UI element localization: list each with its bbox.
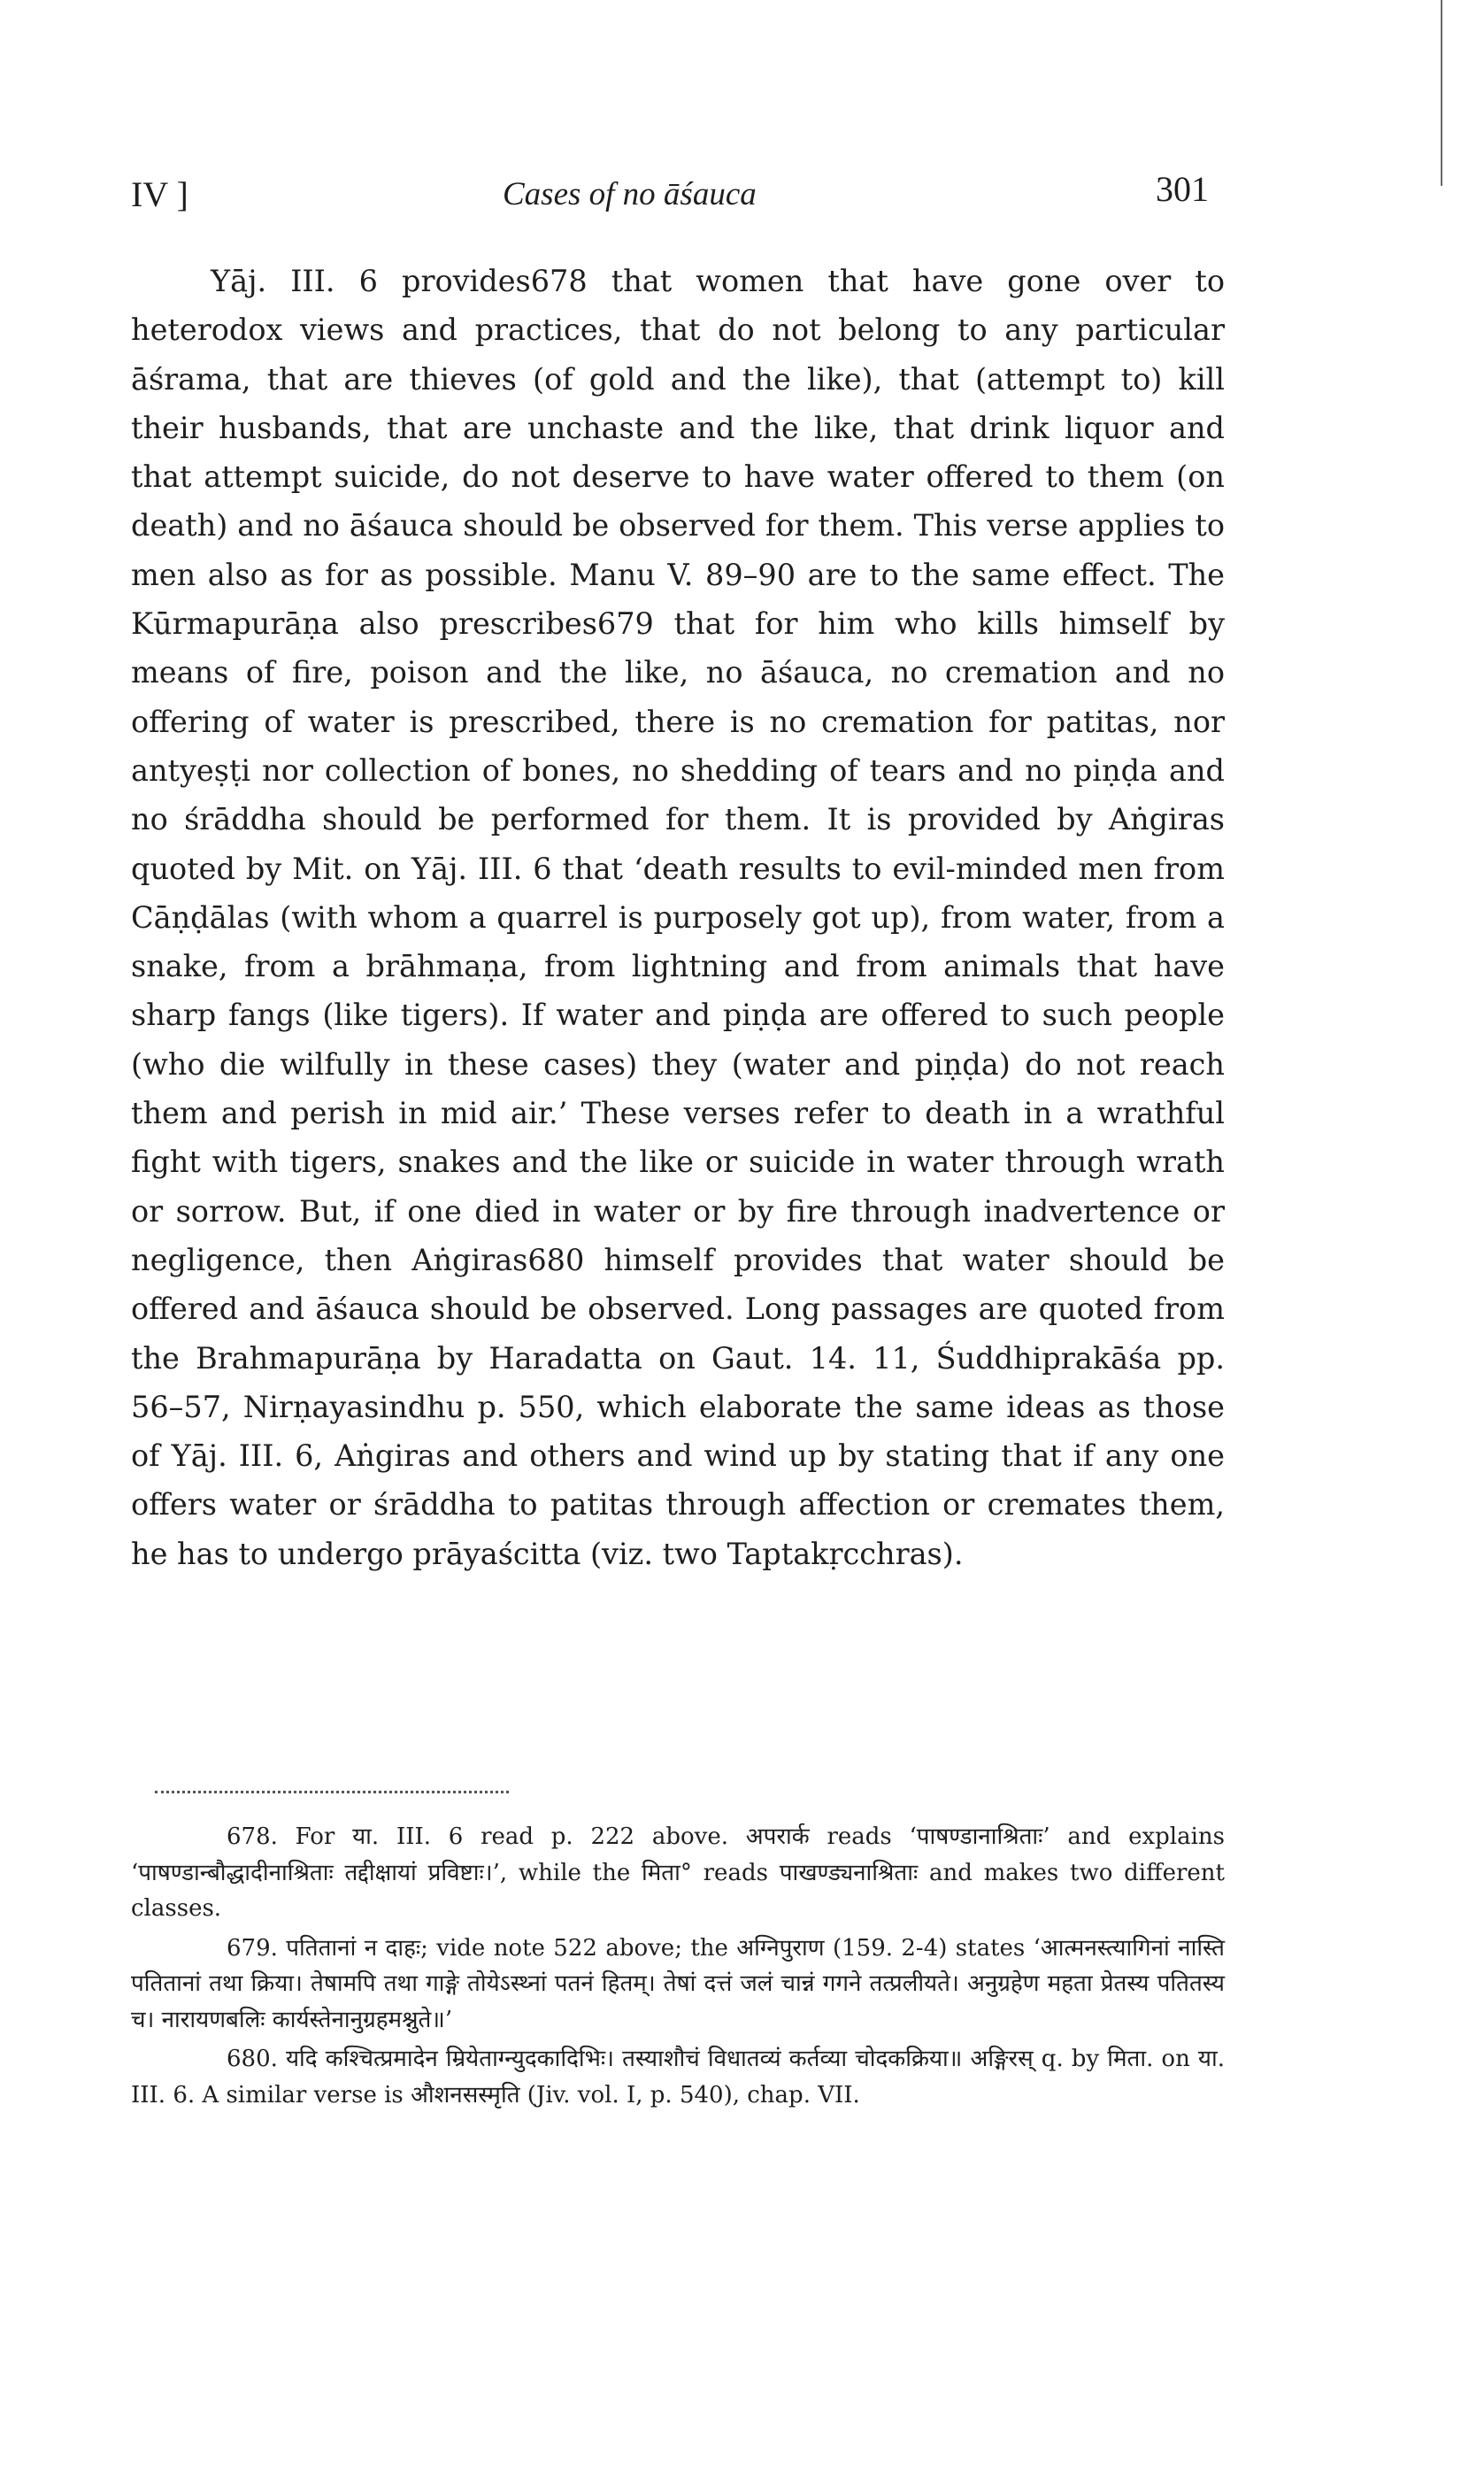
footnote-680: 680. यदि कश्चित्प्रमादेन म्रियेताग्न्युदकादिभिः। तस्याशौचं विधातव्यं कर्तव्या चोदकक्रिया॥ अङ्गिरस् q. by मिता. on या. III. 6. A similar verse is औशनसस्मृति (Jiv. vol. I, p. 540), chap. VII. — [131, 2046, 1225, 2109]
page-number: 301 — [1156, 169, 1209, 209]
footnote-678: 678. For या. III. 6 read p. 222 above. अपरार्क reads ‘पाषण्डानाश्रिताः’ and explains ‘पाषण्डान्बौद्धादीनाश्रिताः तद्दीक्षायां प्रविष्टाः।’, while the मिता° reads पाखण्ड्यनाश्रिताः and makes two different classes. — [131, 1823, 1225, 1922]
main-paragraph: Yāj. III. 6 provides678 that women that have gone over to heterodox views and practices, that do not belong to any particular āśrama, that are thieves (of gold and the like), that (attempt to) kill their husbands, that are unchaste and the like, that drink liquor and that attempt suicide, do not deserve to have water offered to them (on death) and no āśauca should be observed for them. This verse applies to men also as for as possible. Manu V. 89–90 are to the same effect. The Kūrmapurāṇa also prescribes679 that for him who kills himself by means of fire, poison and the like, no āśauca, no cremation and no offering of water is prescribed, there is no cremation for patitas, nor antyeṣṭi nor collection of bones, no shedding of tears and no piṇḍa and no śrāddha should be performed for them. It is provided by Aṅgiras quoted by Mit. on Yāj. III. 6 that ‘death results to evil-minded men from Cāṇḍālas (with whom a quarrel is purposely got up), from water, from a snake, from a brāhmaṇa, from lightning and from animals that have sharp fangs (like tigers). If water and piṇḍa are offered to such people (who die wilfully in these cases) they (water and piṇḍa) do not reach them and perish in mid air.’ These verses refer to death in a wrathful fight with tigers, snakes and the like or suicide in water through wrath or sorrow. But, if one died in water or by fire through inadvertence or negligence, then Aṅgiras680 himself provides that water should be offered and āśauca should be observed. Long passages are quoted from the Brahmapurāṇa by Haradatta on Gaut. 14. 11, Śuddhiprakāśa pp. 56–57, Nirṇayasindhu p. 550, which elaborate the same ideas as those of Yāj. III. 6, Aṅgiras and others and wind up by stating that if any one offers water or śrāddha to patitas through affection or cremates them, he has to undergo prāyaścitta (viz. two Taptakṛcchras). — [131, 264, 1225, 1571]
scan-edge-line — [1441, 0, 1442, 186]
page-title: Cases of no āśauca — [503, 176, 757, 212]
chapter-marker: IV ] — [131, 174, 188, 214]
footnote-divider — [155, 1791, 509, 1793]
footnote-679: 679. पतितानां न दाहः; vide note 522 above; the अग्निपुराण (159. 2-4) states ‘आत्मनस्त्यागिनां नास्ति पतितानां तथा क्रिया। तेषामपि तथा गाङ्गे तोयेऽस्थ्नां पतनं हितम्। तेषां दत्तं जलं चान्नं गगने तत्प्रलीयते। अनुग्रहेण महता प्रेतस्य पतितस्य च। नारायणबलिः कार्यस्तेनानुग्रहमश्नुते॥’ — [131, 1934, 1225, 2033]
running-header — [131, 169, 1219, 227]
footnotes — [131, 1819, 1225, 2116]
